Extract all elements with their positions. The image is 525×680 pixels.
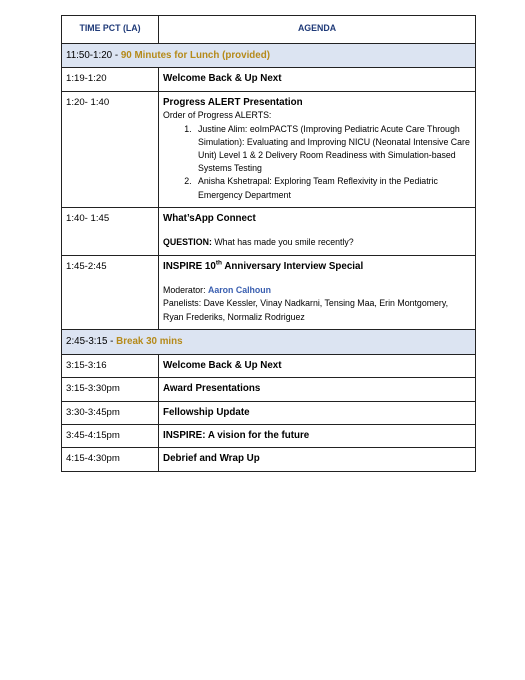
- break-time: 2:45-3:15: [66, 336, 108, 348]
- agenda-title: [163, 260, 471, 273]
- agenda-column-header: AGENDA: [159, 16, 476, 44]
- table-row: [62, 424, 476, 447]
- title-rest: : A vision for the future: [202, 429, 310, 441]
- list-item: 2. Anisha Kshetrapal: Exploring Team Reflexivity in the Pediatric Emergency Department: [194, 175, 471, 201]
- time-cell: 3:30-3:45pm: [62, 401, 159, 424]
- question-label: QUESTION:: [163, 237, 212, 248]
- table-row: [62, 255, 476, 330]
- agenda-cell: Welcome Back & Up Next: [159, 354, 476, 377]
- panelists-line: Panelists: Dave Kessler, Vinay Nadkarni, Tensing Maa, Erin Montgomery, Ryan Frederiks, Normaliz Rodriguez: [163, 298, 449, 322]
- time-cell: 4:15-4:30pm: [62, 448, 159, 471]
- title-part: Anniversary Interview Special: [221, 260, 364, 272]
- lunch-time: 11:50-1:20: [66, 50, 113, 61]
- agenda-cell: [159, 91, 476, 207]
- time-cell: 1:40- 1:45: [62, 207, 159, 255]
- lunch-row: [62, 44, 476, 68]
- lunch-label: 90 Minutes for Lunch (provided): [120, 50, 270, 61]
- lunch-cell: [62, 44, 476, 68]
- table-row: [62, 401, 476, 424]
- table-row: [62, 378, 476, 401]
- moderator-name: Aaron Calhoun: [207, 285, 272, 296]
- agenda-title: Progress ALERT Presentation: [163, 96, 303, 108]
- time-cell: 1:19-1:20: [62, 68, 159, 91]
- time-cell: 3:15-3:30pm: [62, 378, 159, 401]
- title-part: INSPIRE 10: [163, 260, 216, 272]
- time-cell: 3:15-3:16: [62, 354, 159, 377]
- lunch-separator: -: [112, 50, 121, 61]
- break-separator: -: [107, 336, 117, 348]
- time-cell: 3:45-4:15pm: [62, 424, 159, 447]
- time-cell: 1:20- 1:40: [62, 91, 159, 207]
- agenda-cell: Debrief and Wrap Up: [159, 448, 476, 471]
- agenda-cell: [159, 255, 476, 330]
- table-header-row: [62, 16, 476, 44]
- agenda-cell: [159, 207, 476, 255]
- agenda-subtitle: Order of Progress ALERTS:: [163, 110, 272, 121]
- table-row: [62, 91, 476, 207]
- list-item: 1. Justine Alim: eoImPACTS (Improving Pediatric Acute Care Through Simulation): Evaluating and Improving NICU (Neonatal Intensive Care Unit) Level 1 & 2 Delivery Room Readiness with Simulation-based Systems Testing: [194, 123, 471, 176]
- table-row: [62, 354, 476, 377]
- agenda-cell: Award Presentations: [159, 378, 476, 401]
- break-cell: [62, 330, 476, 354]
- question-text: What has made you smile recently?: [211, 237, 354, 248]
- alerts-list: [163, 123, 471, 202]
- break-row: [62, 330, 476, 354]
- agenda-table: [61, 15, 476, 472]
- agenda-cell: Fellowship Update: [159, 401, 476, 424]
- moderator-line: [163, 284, 471, 297]
- question-line: [163, 236, 471, 249]
- table-row: [62, 68, 476, 91]
- title-bold: INSPIRE: [163, 429, 203, 441]
- agenda-cell: Welcome Back & Up Next: [159, 68, 476, 91]
- time-column-header: TIME PCT (LA): [62, 16, 159, 44]
- agenda-title: What’sApp Connect: [163, 212, 256, 224]
- time-cell: 1:45-2:45: [62, 255, 159, 330]
- title-superscript: th: [215, 259, 222, 267]
- moderator-label: Moderator:: [163, 285, 208, 296]
- table-row: [62, 448, 476, 471]
- table-row: [62, 207, 476, 255]
- break-label: Break 30 mins: [116, 336, 183, 348]
- agenda-cell: [159, 424, 476, 447]
